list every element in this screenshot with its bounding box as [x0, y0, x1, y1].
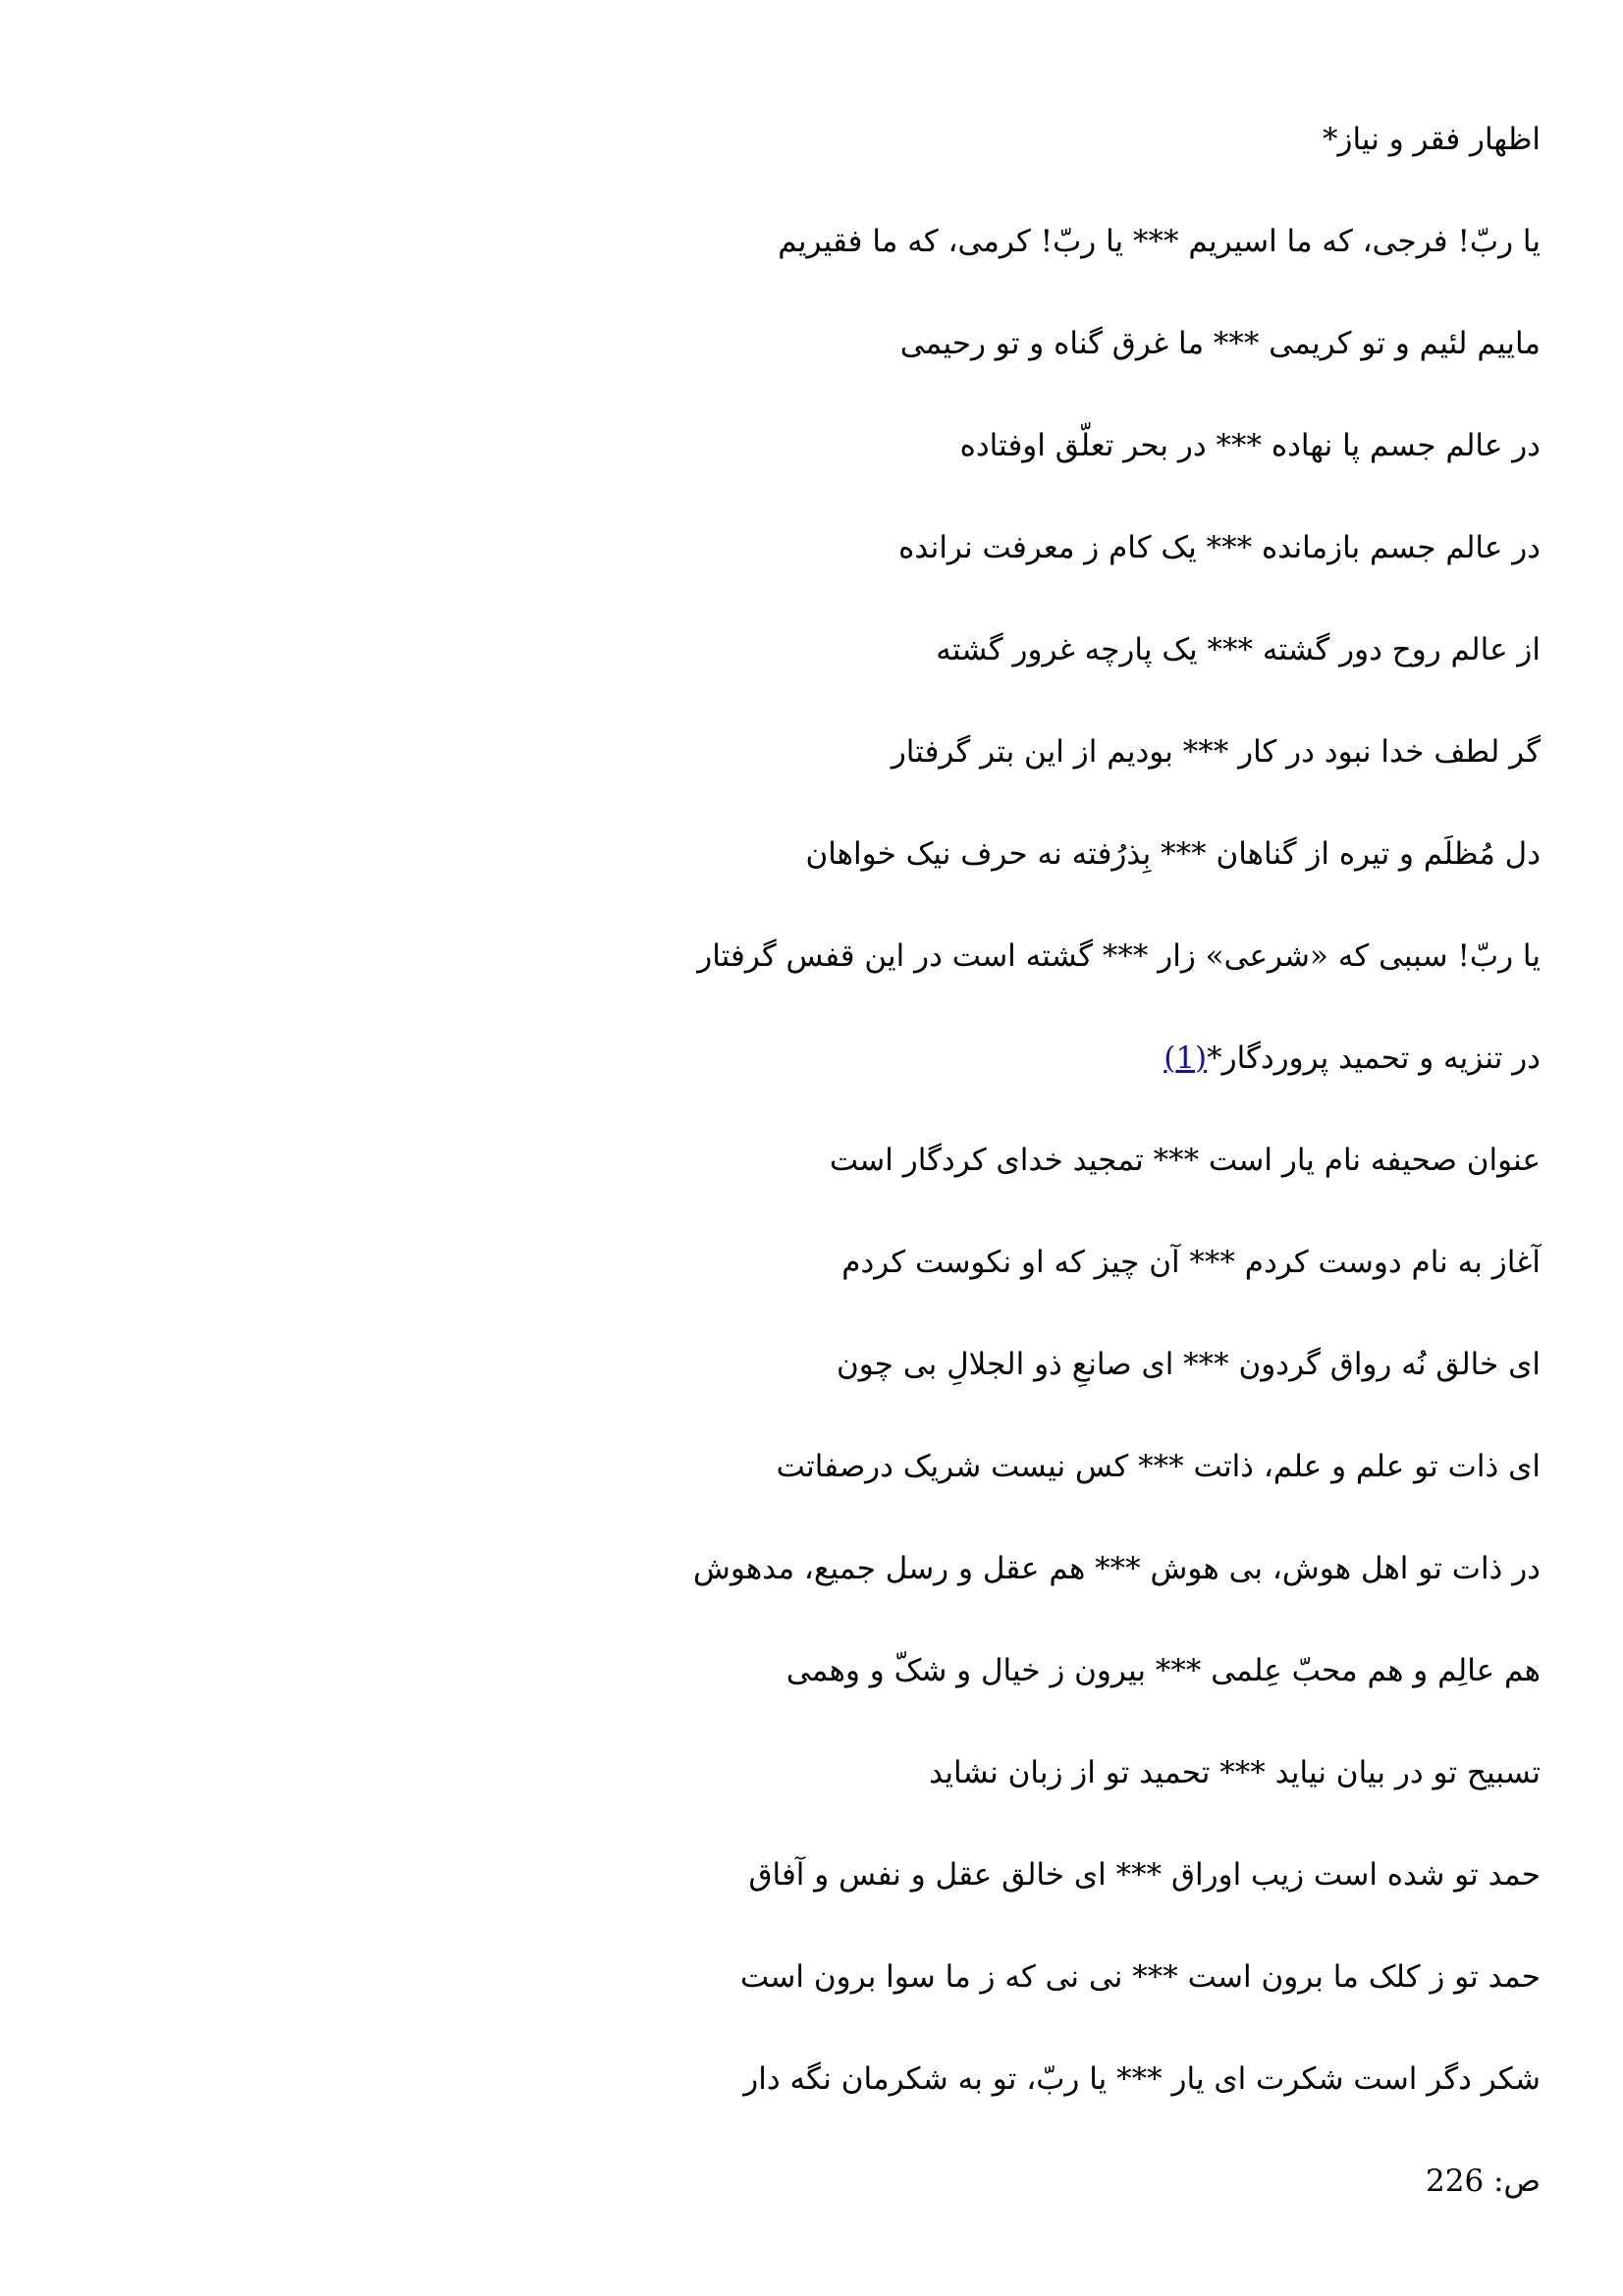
verse-line: در ذات تو اهل هوش، بی هوش *** هم عقل و رسل جمیع، مدهوش [693, 1551, 1541, 1586]
section-heading-1: اظهار فقر و نیاز* [1322, 122, 1541, 157]
verse-line: ماییم لئیم و تو کریمی *** ما غرق گناه و تو رحیمی [899, 326, 1541, 361]
verse-line: گر لطف خدا نبود در کار *** بودیم از این بتر گرفتار [891, 734, 1541, 770]
footnote-link[interactable]: (1) [1163, 1041, 1208, 1076]
verse-line: حمد تو ز کلک ما برون است *** نی نی که ز ما سوا برون است [739, 1959, 1541, 1995]
verse-line: عنوان صحیفه نام یار است *** تمجید خدای کردگار است [829, 1143, 1541, 1178]
poem-body [82, 110, 1541, 2152]
verse-line: از عالم روح دور گشته *** یک پارچه غرور گشته [936, 632, 1541, 667]
verse-line: ای خالق نُه رواق گردون *** ای صانعِ ذو الجلالِ بی چون [837, 1347, 1541, 1382]
verse-line: ای ذات تو علم و علم، ذاتت *** کس نیست شریک درصفاتت [776, 1449, 1541, 1484]
section-heading-2-text: در تنزیه و تحمید پروردگار* [1207, 1041, 1541, 1076]
verse-line: تسبیح تو در بیان نیاید *** تحمید تو از زبان نشاید [929, 1755, 1541, 1790]
verse-line: یا ربّ! سببی که «شرعی» زار *** گشته است در این قفس گرفتار [697, 938, 1541, 974]
verse-line: دل مُظلَم و تیره از گناهان *** بِذرُفته نه حرف نیک خواهان [805, 836, 1541, 872]
verse-line: یا ربّ! فرجی، که ما اسیریم *** یا ربّ! کرمی، که ما فقیریم [778, 224, 1541, 259]
section-heading-2 [82, 1029, 1541, 1131]
verse-line: هم عالِم و هم محبّ عِلمی *** بیرون ز خیال و شکّ و وهمی [785, 1653, 1541, 1688]
verse-line: حمد تو شده است زیب اوراق *** ای خالق عقل و نفس و آفاق [748, 1857, 1541, 1893]
verse-line: در عالم جسم بازمانده *** یک کام ز معرفت نرانده [898, 530, 1541, 565]
page-number: ص: 226 [1426, 2163, 1541, 2199]
verse-line: در عالم جسم پا نهاده *** در بحر تعلّق اوفتاده [959, 428, 1541, 463]
verse-line: آغاز به نام دوست کردم *** آن چیز که او نکوست کردم [841, 1245, 1541, 1280]
verse-line: شکر دگر است شکرت ای یار *** یا ربّ، تو به شکرمان نگه دار [743, 2061, 1541, 2097]
